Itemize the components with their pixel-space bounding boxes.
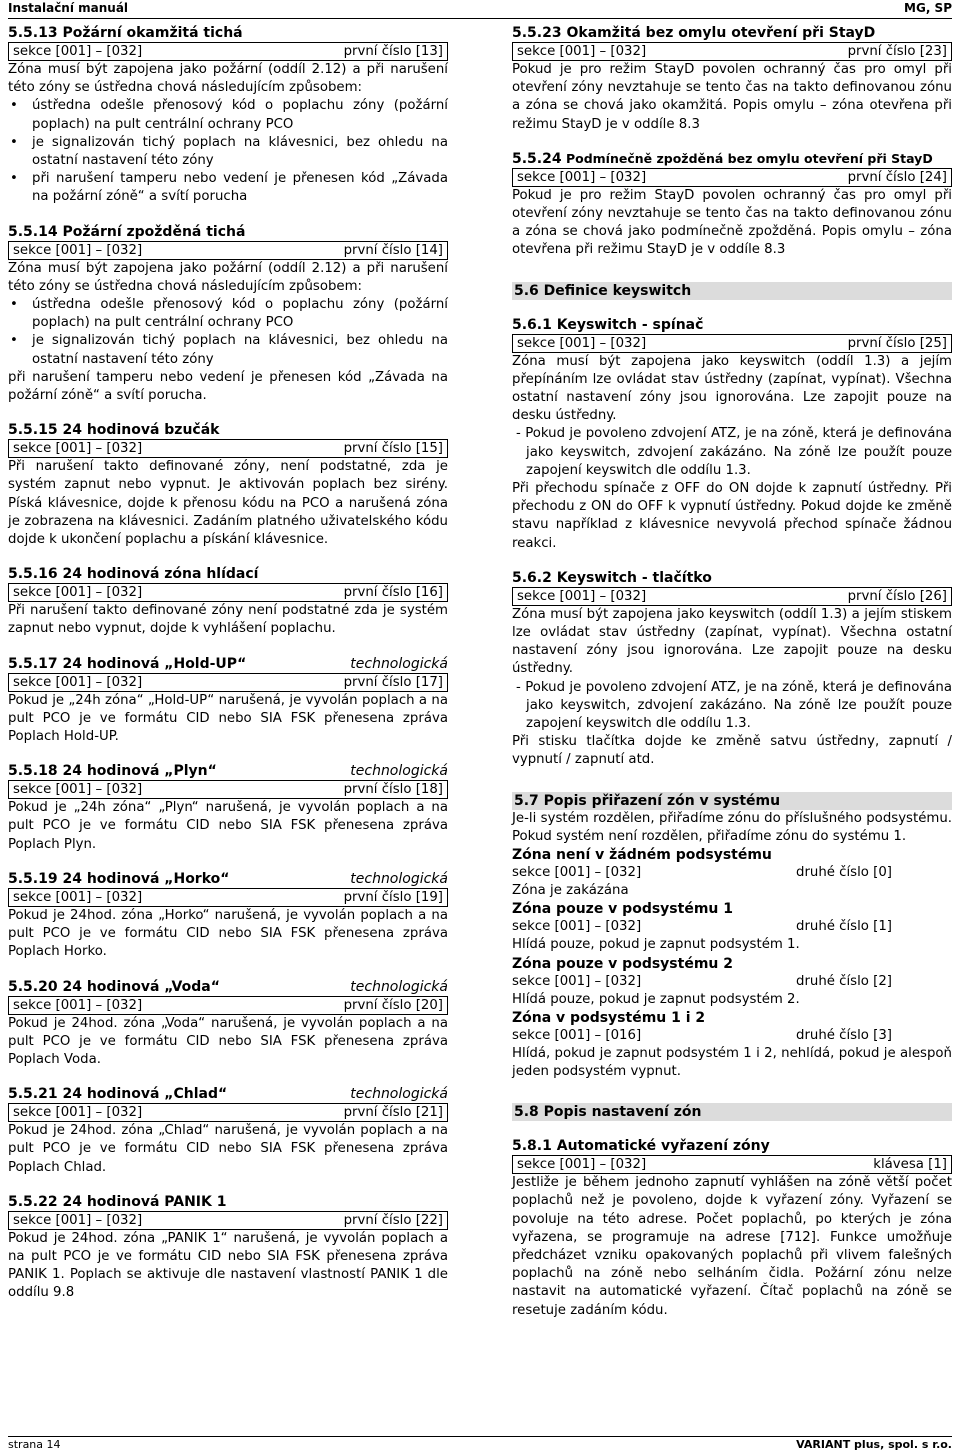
address-range: sekce [001] – [032] — [13, 1105, 143, 1121]
paragraph: Pokud je 24hod. zóna „Voda“ narušená, je vyvolán poplach a na pult PCO je ve formátu CID nebo SIA FSK přenesena zpráva Poplach Voda. — [8, 1015, 448, 1067]
section-5-5-24 — [512, 150, 952, 260]
paragraph: Pokud je 24hod. zóna „Chlad“ narušená, je vyvolán poplach a na pult PCO je ve formátu CID nebo SIA FSK přenesena zpráva Poplach Chlad. — [8, 1123, 448, 1175]
address-value: první číslo [23] — [847, 44, 947, 59]
address-row: sekce [001] – [032] druhé číslo [0] — [512, 865, 892, 881]
paragraph: Pokud je pro režim StayD povolen ochranný čas pro omyl při otevření zóny nevztahuje se tento čas na takto definovanou zónu a zóna se chová jako podmínečně zpožděná. Popis omylu – zóna otevřena při režimu StayD je v oddíle 8.3 — [512, 187, 952, 258]
address-box — [8, 1103, 448, 1122]
paragraph: Při stisku tlačítka dojde ke změně satvu ústředny, zapnutí / vypnutí / zapnutí atd. — [512, 734, 952, 768]
address-range: sekce [001] – [032] — [13, 441, 143, 457]
list-item: • je signalizován tichý poplach na klávesnici, bez ohledu na ostatní nastavení této zóny — [8, 332, 448, 368]
section-title: 5.5.17 24 hodinová „Hold-UP“ technologická — [8, 655, 448, 672]
paragraph: Při přechodu spínače z OFF do ON dojde k zapnutí ústředny. Při přechodu z ON do OFF k vypnutí ústředny. Pokud dojde ke změně stavu například z klávesnice nevyvolá přechod spínače žádnou reakci. — [512, 481, 952, 551]
address-box — [8, 996, 448, 1015]
section-title: 5.5.21 24 hodinová „Chlad“ technologická — [8, 1086, 448, 1103]
paragraph: Zóna musí být zapojena jako požární (oddíl 2.12) a při narušení této zóny se ústředna chová následujícím způsobem: — [8, 62, 448, 96]
section-5-8-1 — [512, 1137, 952, 1320]
address-range: sekce [001] – [032] — [13, 44, 143, 59]
header-model: MG, SP — [904, 1, 952, 15]
section-title: 5.5.18 24 hodinová „Plyn“ technologická — [8, 763, 448, 780]
address-value: první číslo [25] — [847, 335, 947, 351]
chapter-heading: 5.7 Popis přiřazení zón v systému — [512, 792, 952, 810]
section-title: 5.6.2 Keyswitch - tlačítko — [512, 569, 712, 586]
bullet-list — [8, 97, 448, 206]
address-range: sekce [001] – [032] — [13, 242, 143, 258]
paragraph: Pokud je „24h zóna“ „Hold-UP“ narušená, je vyvolán poplach a na pult PCO je ve formátu CID nebo SIA FSK přenesena zpráva Poplach Hold-UP. — [8, 692, 448, 745]
address-box — [512, 168, 952, 187]
address-box — [8, 42, 448, 61]
paragraph: Je-li systém rozdělen, přiřadíme zónu do příslušného podsystému. Pokud systém není rozdělen, přiřadíme zónu do systému 1. — [512, 810, 952, 844]
subheading: Zóna pouze v podsystému 2 — [512, 955, 733, 972]
address-value: první číslo [15] — [343, 441, 443, 457]
page-number: strana 14 — [8, 1438, 61, 1451]
section-5-6-2 — [512, 569, 952, 770]
section-title: 5.8.1 Automatické vyřazení zóny — [512, 1138, 770, 1155]
address-row: sekce [001] – [016] druhé číslo [3] — [512, 1027, 892, 1043]
section-title: 5.5.14 Požární zpožděná tichá — [8, 223, 246, 240]
bullet-list — [8, 296, 448, 369]
address-value: první číslo [21] — [343, 1105, 443, 1121]
paragraph: Při narušení takto definované zóny, není podstatné, zda je systém zapnut nebo vypnut. Je aktivován poplach bez sirény. Píská klávesnice, dojde k přenosu kódu na PCO a narušená zóna je zobrazena na klávesnici. Zadáním platného uživatelského kódu dojde k ukončení poplachu a pískání klávesnice. — [8, 459, 448, 548]
address-box — [8, 583, 448, 602]
right-column — [512, 24, 952, 1320]
section-5-5-14 — [8, 223, 448, 406]
address-box — [8, 673, 448, 692]
address-value: první číslo [18] — [343, 782, 443, 798]
paragraph: Hlídá pouze, pokud je zapnut podsystém 1. — [512, 937, 800, 953]
header-manual-title: Instalační manuál — [8, 1, 129, 15]
section-5-5-16 — [8, 565, 448, 638]
paragraph: Při narušení takto definované zóny není podstatné zda je systém zapnut nebo vypnut, dojde k vyhlášení poplachu. — [8, 603, 448, 637]
paragraph: Zóna musí být zapojena jako požární (oddíl 2.12) a při narušení této zóny se ústředna chová následujícím způsobem: — [8, 260, 448, 294]
section-title: 5.5.20 24 hodinová „Voda“ technologická — [8, 978, 448, 995]
address-range: sekce [001] – [032] — [13, 1212, 143, 1228]
subheading: Zóna pouze v podsystému 1 — [512, 901, 733, 918]
list-item: • při narušení tamperu nebo vedení je přenesen kód „Závada na požární zóně“ a svítí porucha — [8, 170, 448, 206]
section-title: 5.5.16 24 hodinová zóna hlídací — [8, 566, 259, 583]
section-5-7 — [512, 792, 952, 1081]
address-range: sekce [001] – [032] — [13, 997, 143, 1013]
address-range: sekce [001] – [032] — [517, 588, 647, 604]
address-value: první číslo [20] — [343, 997, 443, 1013]
left-column — [8, 24, 448, 1303]
address-range: sekce [001] – [032] — [13, 782, 143, 798]
address-box — [8, 888, 448, 907]
address-box — [512, 334, 952, 353]
subheading: Zóna v podsystému 1 i 2 — [512, 1009, 706, 1026]
address-value: první číslo [26] — [847, 588, 947, 604]
address-range: sekce [001] – [032] — [13, 585, 143, 601]
address-range: sekce [001] – [032] — [517, 169, 647, 185]
chapter-heading: 5.8 Popis nastavení zón — [512, 1103, 952, 1121]
address-row: sekce [001] – [032] druhé číslo [1] — [512, 919, 892, 935]
technology-label: technologická — [350, 870, 448, 887]
list-item: • ústředna odešle přenosový kód o poplachu zóny (požární poplach) na pult centrální ochrany PCO — [8, 296, 448, 332]
address-value: první číslo [14] — [343, 242, 443, 258]
section-5-5-18 — [8, 762, 448, 854]
dash-item: - Pokud je povoleno zdvojení ATZ, je na zóně, která je definována jako keyswitch, zdvojení zakázáno. Na zóně lze použít pouze zapojení keyswitch dle oddílu 1.3. — [516, 426, 952, 478]
section-5-6-1 — [512, 316, 952, 553]
subheading: Zóna není v žádném podsystému — [512, 847, 772, 864]
address-row: sekce [001] – [032] druhé číslo [2] — [512, 973, 892, 989]
technology-label: technologická — [350, 1086, 448, 1103]
address-box — [512, 1155, 952, 1174]
address-value: první číslo [16] — [343, 585, 443, 601]
address-range: sekce [001] – [032] — [13, 674, 143, 690]
technology-label: technologická — [350, 763, 448, 780]
address-value: první číslo [24] — [847, 169, 947, 185]
footer-divider — [8, 1436, 952, 1437]
address-value: první číslo [17] — [343, 674, 443, 690]
paragraph: Zóna musí být zapojena jako keyswitch (oddíl 1.3) a jejím přepínáním lze ovládat stav ústředny (zapínat, vypínat). Všechna ostatní nastavení zóny jsou ignorována. Lze zapojit pouze na desku ústředny. — [512, 353, 952, 424]
paragraph: Pokud je 24hod. zóna „PANIK 1“ narušená, je vyvolán poplach a na pult PCO je ve formátu CID nebo SIA FSK přenesena zpráva PANIK 1. Poplach se aktivuje dle nastavení vlastností PANIK 1 dle oddílu 9.8 — [8, 1230, 448, 1301]
technology-label: technologická — [350, 655, 448, 672]
technology-label: technologická — [350, 978, 448, 995]
address-value: první číslo [13] — [343, 44, 443, 59]
section-title: 5.6.1 Keyswitch - spínač — [512, 316, 704, 333]
section-5-5-17 — [8, 655, 448, 747]
address-box — [8, 439, 448, 458]
section-5-5-21 — [8, 1085, 448, 1177]
address-range: sekce [001] – [032] — [13, 889, 143, 905]
section-5-5-23 — [512, 24, 952, 134]
paragraph: Zóna je zakázána — [512, 883, 629, 899]
section-5-5-22 — [8, 1193, 448, 1303]
address-value: první číslo [19] — [343, 889, 443, 905]
address-value: klávesa [1] — [873, 1157, 947, 1173]
paragraph: Pokud je „24h zóna“ „Plyn“ narušená, je vyvolán poplach a na pult PCO je ve formátu CID nebo SIA FSK přenesena zpráva Poplach Plyn. — [8, 800, 448, 852]
paragraph: Hlídá, pokud je zapnut podsystém 1 i 2, nehlídá, pokud je alespoň jeden podsystém vypnut. — [512, 1045, 952, 1079]
paragraph: Zóna musí být zapojena jako keyswitch (oddíl 1.3) a jejím stiskem lze ovládat stav ústředny (zapínat, vypínat). Všechna ostatní nastavení zóny jsou ignorována. Lze zapojit pouze na desku ústředny. — [512, 606, 952, 677]
section-title: 5.5.19 24 hodinová „Horko“ technologická — [8, 870, 448, 887]
section-5-5-20 — [8, 978, 448, 1070]
section-5-5-19 — [8, 870, 448, 962]
address-box — [8, 780, 448, 799]
section-title: 5.5.22 24 hodinová PANIK 1 — [8, 1193, 227, 1210]
address-value: první číslo [22] — [343, 1212, 443, 1228]
section-title: 5.5.13 Požární okamžitá tichá — [8, 25, 243, 41]
address-box — [8, 1211, 448, 1230]
section-title: 5.5.15 24 hodinová bzučák — [8, 422, 220, 439]
list-item: • ústředna odešle přenosový kód o poplachu zóny (požární poplach) na pult centrální ochrany PCO — [8, 97, 448, 133]
section-title: 5.5.24 Podmínečně zpožděná bez omylu otevření při StayD — [512, 150, 933, 167]
paragraph: při narušení tamperu nebo vedení je přenesen kód „Závada na požární zóně“ a svítí porucha. — [8, 369, 448, 404]
paragraph: Pokud je 24hod. zóna „Horko“ narušená, je vyvolán poplach a na pult PCO je ve formátu CID nebo SIA FSK přenesena zpráva Poplach Horko. — [8, 907, 448, 960]
dash-item: - Pokud je povoleno zdvojení ATZ, je na zóně, která je definována jako keyswitch, zdvojení zakázáno. Na zóně lze použít pouze zapojení keyswitch dle oddílu 1.3. — [516, 679, 952, 732]
address-range: sekce [001] – [032] — [517, 1157, 647, 1173]
section-5-5-13 — [8, 24, 448, 207]
address-box — [512, 42, 952, 61]
header-divider — [8, 18, 952, 19]
footer-company: VARIANT plus, spol. s r.o. — [796, 1438, 952, 1451]
address-box — [512, 587, 952, 606]
section-title: 5.5.23 Okamžitá bez omylu otevření při StayD — [512, 25, 876, 41]
chapter-heading: 5.6 Definice keyswitch — [512, 282, 952, 300]
address-box — [8, 241, 448, 260]
paragraph: Jestliže je během jednoho zapnutí vyhlášen na zóně větší počet poplachů než je povoleno, dojde k vyřazení zóny. Vyřazení se povoluje na této adrese. Počet poplachů, po kterých je zóna vyřazena, se programuje na adrese [712]. Funkce umožňuje předcházet vzniku opakovaných poplachů při vlivem falešných poplachů na zóně nebo selháním čidla. Požární zónu nelze nastavit na automatické vyřazení. Čítač poplachů na zóně se resetuje zadáním kódu. — [512, 1175, 952, 1318]
paragraph: Pokud je pro režim StayD povolen ochranný čas pro omyl při otevření zóny nevztahuje se tento čas na takto definovanou zónu a zóna se chová jako okamžitá. Popis omylu – zóna otevřena při režimu StayD je v oddíle 8.3 — [512, 62, 952, 132]
section-5-5-15 — [8, 421, 448, 549]
address-range: sekce [001] – [032] — [517, 44, 647, 59]
paragraph: Hlídá pouze, pokud je zapnut podsystém 2. — [512, 991, 800, 1007]
address-range: sekce [001] – [032] — [517, 335, 647, 351]
list-item: • je signalizován tichý poplach na klávesnici, bez ohledu na ostatní nastavení této zóny — [8, 134, 448, 170]
